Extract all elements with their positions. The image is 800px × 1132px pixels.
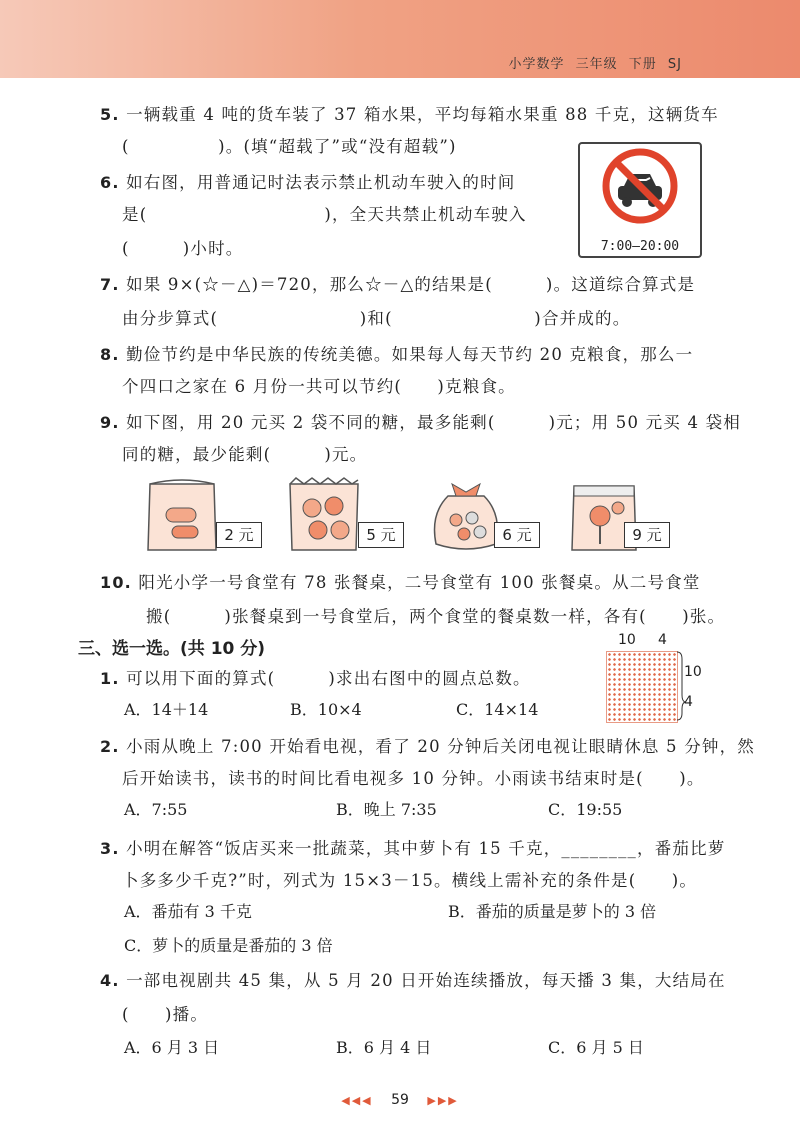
- choice-question-2: [100, 732, 755, 762]
- option-c: C．萝卜的质量是番茄的 3 倍: [124, 936, 333, 955]
- option-a: A．6 月 3 日: [124, 1038, 220, 1057]
- option-c: C．19:55: [548, 800, 623, 819]
- choice-question-1: [100, 664, 531, 694]
- question-text: 一部电视剧共 45 集，从 5 月 20 日开始连续播放，每天播 3 集，大结局在: [126, 971, 726, 990]
- left-arrows-icon: ◀◀◀: [341, 1094, 373, 1107]
- grid-top-label-10: 10: [618, 632, 636, 648]
- section-title: 三、选一选。(共 10 分): [78, 639, 266, 659]
- no-vehicle-sign: [578, 142, 702, 258]
- question-text: 可以用下面的算式( )求出右图中的圆点总数。: [126, 669, 531, 688]
- right-arrows-icon: ▶▶▶: [427, 1094, 459, 1107]
- question-8-line2: 个四口之家在 6 月份一共可以节约( )克粮食。: [122, 377, 516, 396]
- choice-question-3-line2: 卜多多少千克?”时，列式为 15×3－15。横线上需补充的条件是( )。: [122, 871, 698, 890]
- question-6-line3: ( )小时。: [122, 239, 244, 258]
- question-number: 10.: [100, 573, 132, 592]
- option-b: B．6 月 4 日: [336, 1038, 432, 1057]
- question-5-line2: ( )。(填“超载了”或“没有超载”): [122, 137, 457, 156]
- grid-brace-icon: [676, 651, 686, 721]
- option-b: B．10×4: [290, 700, 362, 719]
- question-7: [100, 270, 695, 300]
- question-number: 9.: [100, 413, 120, 432]
- question-number: 4.: [100, 971, 120, 990]
- option-a: A．7:55: [124, 800, 188, 819]
- grid-side-label-10: 10: [684, 664, 702, 680]
- question-number: 1.: [100, 669, 120, 688]
- question-10: [100, 568, 701, 598]
- question-text: 一辆载重 4 吨的货车装了 37 箱水果，平均每箱水果重 88 千克，这辆货车: [126, 105, 719, 124]
- price-tag-3: 6 元: [494, 522, 540, 548]
- question-number: 5.: [100, 105, 120, 124]
- question-number: 6.: [100, 173, 120, 192]
- question-7-line2: 由分步算式( )和( )合并成的。: [122, 309, 631, 328]
- option-a: A．番茄有 3 千克: [124, 902, 252, 921]
- header-info: [508, 53, 682, 72]
- question-text: 如右图，用普通记时法表示禁止机动车驶入的时间: [126, 173, 516, 192]
- question-10-line2: 搬( )张餐桌到一号食堂后，两个食堂的餐桌数一样，各有( )张。: [146, 607, 726, 626]
- choice-question-2-line2: 后开始读书，读书的时间比看电视多 10 分钟。小雨读书结束时是( )。: [122, 769, 705, 788]
- header-edition: SJ: [667, 57, 682, 72]
- question-5: [100, 100, 719, 130]
- price-tag-1: 2 元: [216, 522, 262, 548]
- grid-side-label-4: 4: [684, 694, 693, 710]
- grid-top-label-4: 4: [658, 632, 667, 648]
- question-text: 如下图，用 20 元买 2 袋不同的糖，最多能剩( )元；用 50 元买 4 袋相: [126, 413, 741, 432]
- question-9-line2: 同的糖，最少能剩( )元。: [122, 445, 368, 464]
- candy-bag-1-icon: [142, 474, 222, 554]
- question-text: 如果 9×(☆－△)＝720，那么☆－△的结果是( )。这道综合算式是: [126, 275, 696, 294]
- price-tag-2: 5 元: [358, 522, 404, 548]
- question-text: 小雨从晚上 7:00 开始看电视，看了 20 分钟后关闭电视让眼睛休息 5 分钟，然: [126, 737, 755, 756]
- header-grade: 三年级: [575, 57, 618, 72]
- option-b: B．晚上 7:35: [336, 800, 437, 819]
- option-b: B．番茄的质量是萝卜的 3 倍: [448, 902, 657, 921]
- dot-array-figure: [606, 651, 678, 723]
- header-volume: 下册: [628, 57, 657, 72]
- page-number: 59: [391, 1092, 409, 1108]
- question-6-line2: 是( )，全天共禁止机动车驶入: [122, 205, 527, 224]
- question-text: 阳光小学一号食堂有 78 张餐桌，二号食堂有 100 张餐桌。从二号食堂: [138, 573, 701, 592]
- question-text: 勤俭节约是中华民族的传统美德。如果每人每天节约 20 克粮食，那么一: [126, 345, 694, 364]
- choice-question-3: [100, 834, 726, 864]
- header-subject: 小学数学: [508, 57, 565, 72]
- option-c: C．14×14: [456, 700, 539, 719]
- option-c: C．6 月 5 日: [548, 1038, 644, 1057]
- question-text: 小明在解答“饭店买来一批蔬菜，其中萝卜有 15 千克，________，番茄比萝: [126, 839, 726, 858]
- choice-question-4: [100, 966, 726, 996]
- question-9: [100, 408, 741, 438]
- no-car-icon: [580, 144, 700, 234]
- question-number: 8.: [100, 345, 120, 364]
- question-number: 7.: [100, 275, 120, 294]
- question-number: 3.: [100, 839, 120, 858]
- sign-time-label: 7:00—20:00: [600, 239, 680, 254]
- candy-bag-2-icon: [284, 474, 364, 554]
- page-footer: [0, 1092, 800, 1108]
- question-number: 2.: [100, 737, 120, 756]
- question-8: [100, 340, 693, 370]
- price-tag-4: 9 元: [624, 522, 670, 548]
- option-a: A．14＋14: [124, 700, 209, 719]
- question-6: [100, 168, 515, 198]
- choice-question-4-line2: ( )播。: [122, 1005, 209, 1024]
